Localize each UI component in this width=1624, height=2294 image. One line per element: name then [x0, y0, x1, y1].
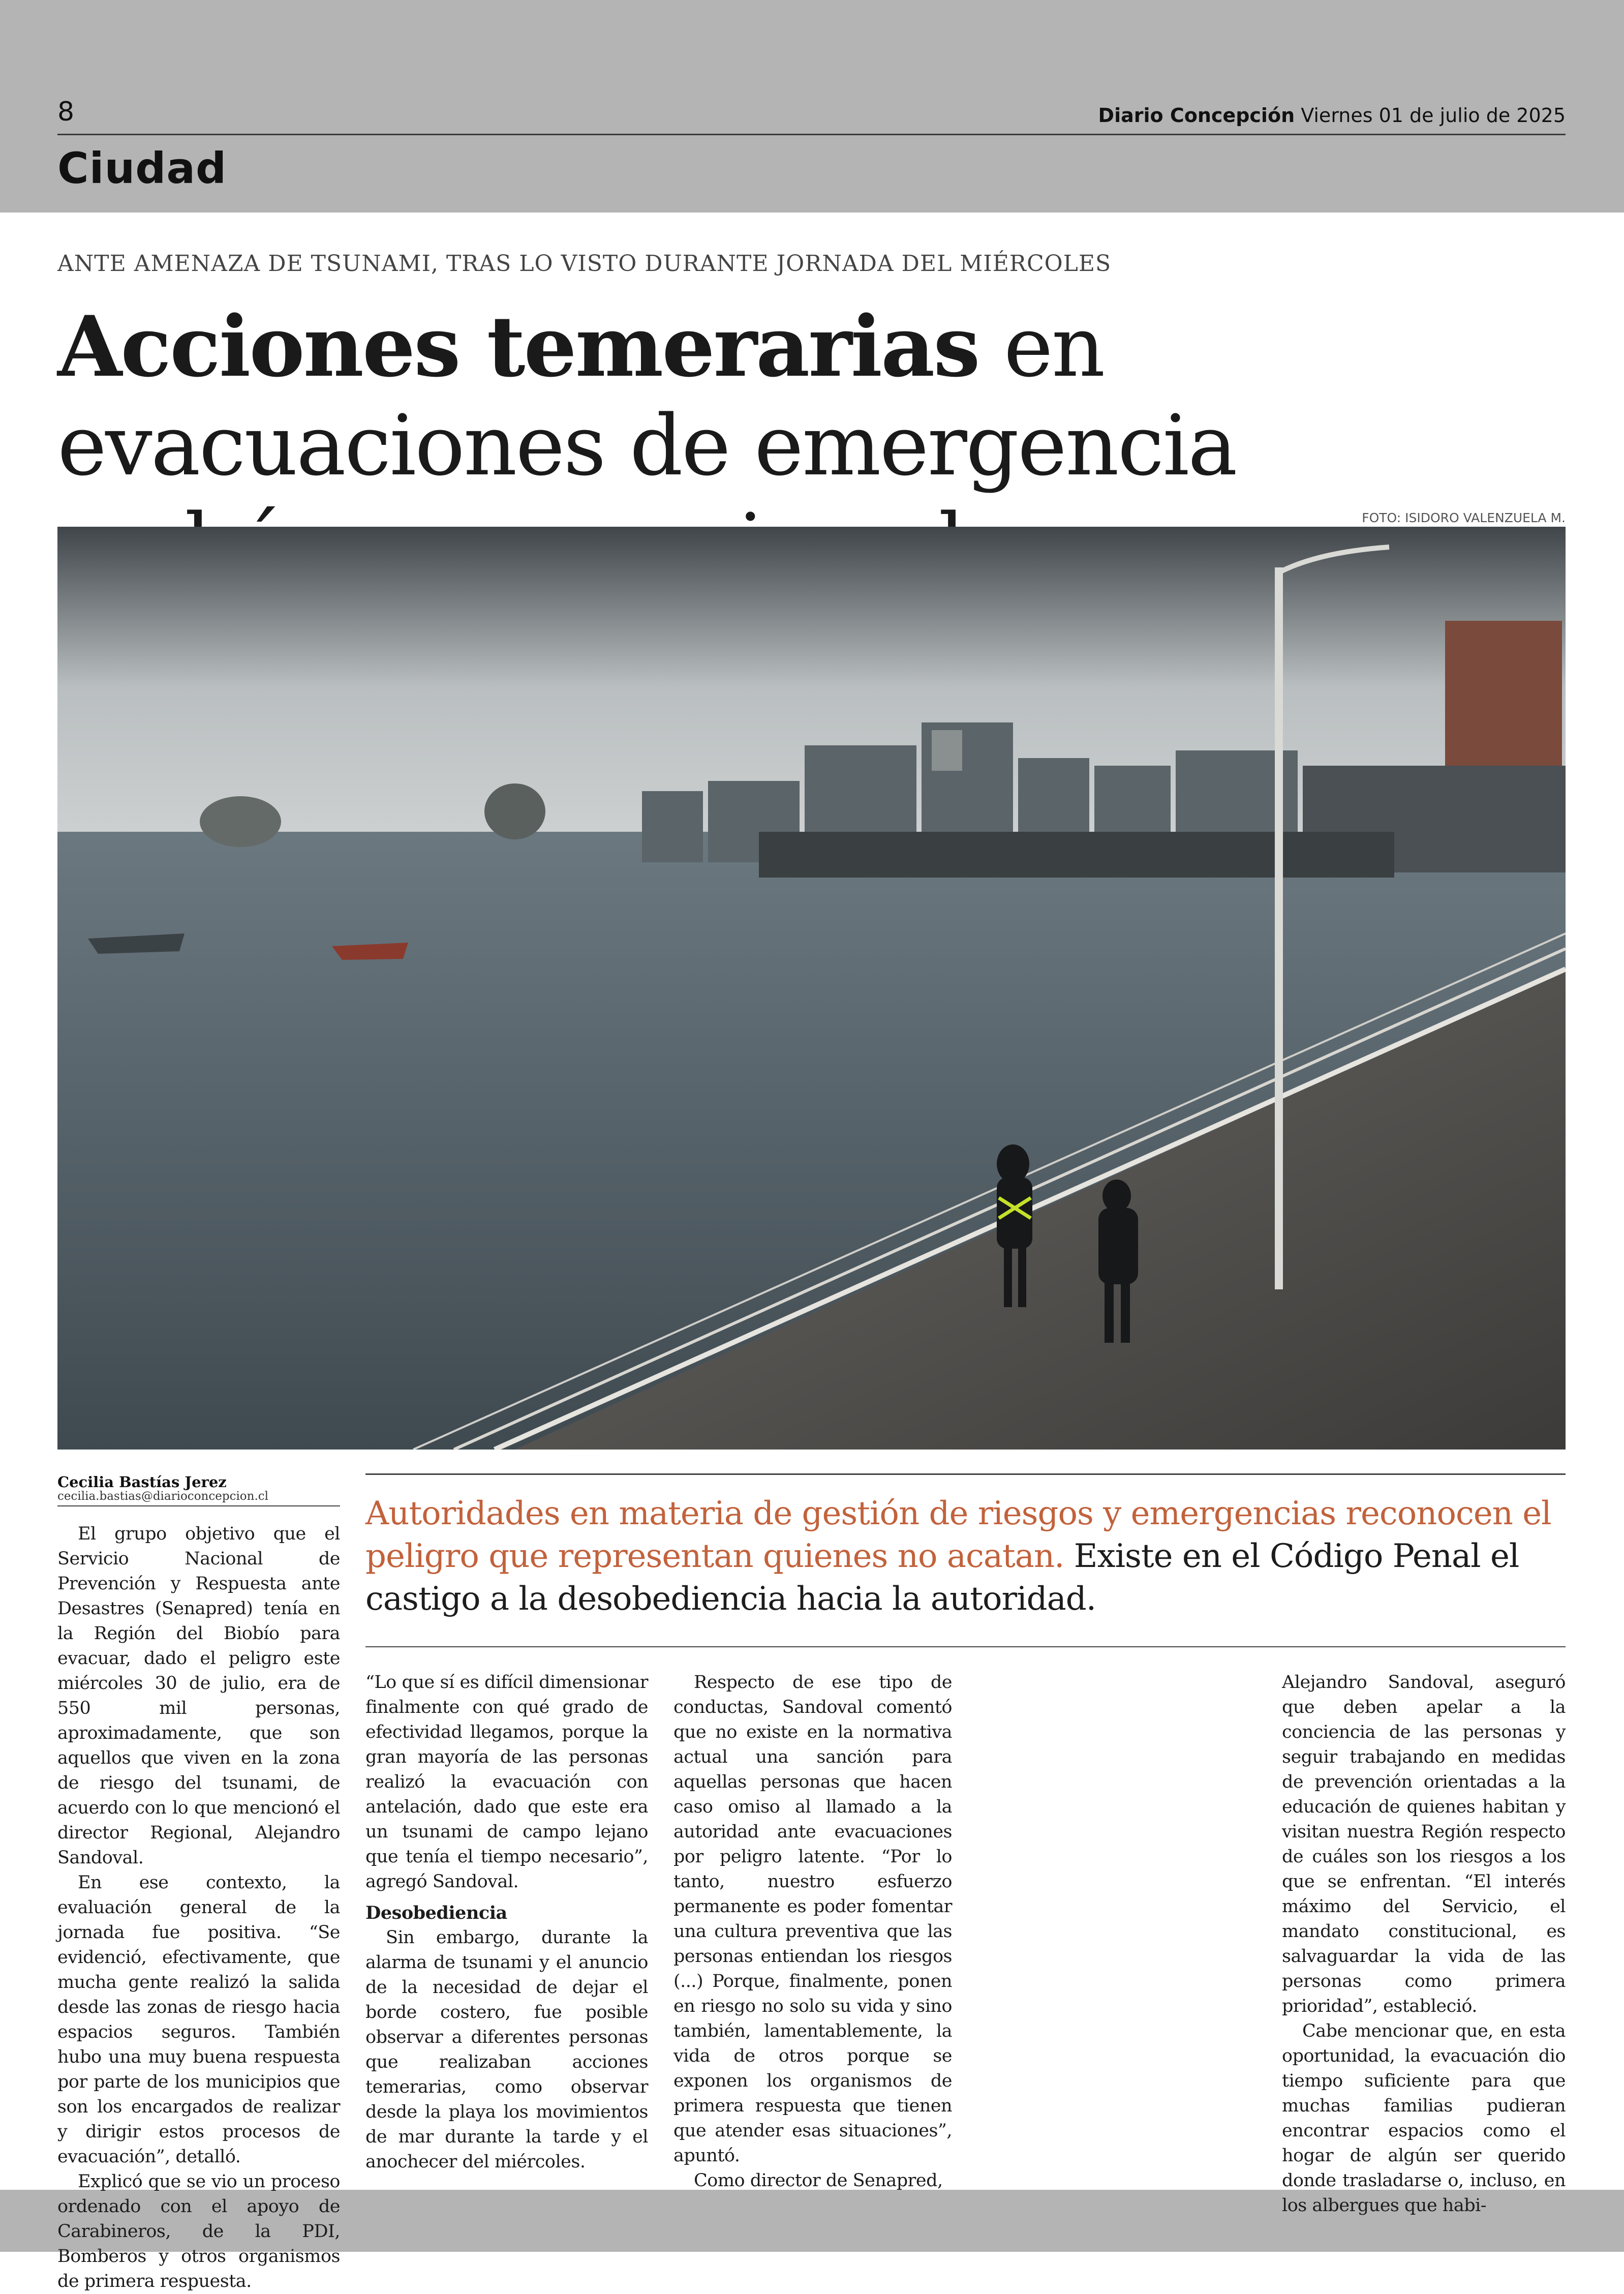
author-name: Cecilia Bastías Jerez — [57, 1473, 227, 1491]
section-title: Ciudad — [57, 143, 227, 193]
paragraph: Sin embargo, durante la alarma de tsunami y el anuncio de la necesidad de dejar el borde costero, fue posible observar a diferentes personas que realizaban acciones temerarias, como observar desde la playa los movimientos de mar durante la tarde y el anochecer del miércoles. — [365, 1927, 648, 2172]
paragraph: En ese contexto, la evaluación general de la jornada fue positiva. “Se evidenció, efectivamente, que mucha gente realizó la salida desde las zonas de riesgo hacia espacios seguros. También hubo una muy buena respuesta por parte de los municipios que son los encargados de realizar y dirigir estos procesos de evacuación”, detalló. — [57, 1873, 340, 2167]
paragraph: El grupo objetivo que el Servicio Nacional de Prevención y Respuesta ante Desastres (Senapred) tenía en la Región del Biobío para evacuar, dado el peligro este miércoles 30 de julio, era de 550 mil personas, aproximadamente, que son aquellos que viven en la zona de riesgo del tsunami, de acuerdo con lo que mencionó el director Regional, Alejandro Sandoval. — [57, 1524, 340, 1868]
page-number: 8 — [57, 97, 75, 127]
body-column-4 — [1282, 1670, 1566, 2218]
article-kicker: ANTE AMENAZA DE TSUNAMI, TRAS LO VISTO DURANTE JORNADA DEL MIÉRCOLES — [57, 251, 1112, 277]
masthead — [1098, 104, 1566, 127]
header-divider — [57, 134, 1566, 135]
deck-rule-top — [365, 1473, 1566, 1475]
article-photo — [57, 527, 1566, 1450]
paragraph: Cabe mencionar que, en esta oportunidad, la evacuación dio tiempo suficiente para que muchas familias pudieran encontrar espacios como el hogar de algún ser querido donde trasladarse o, incluso, en los albergues que habi- — [1282, 2021, 1566, 2216]
issue-date: Viernes 01 de julio de 2025 — [1301, 104, 1566, 127]
body-column-1 — [57, 1522, 340, 2294]
paragraph: Alejandro Sandoval, aseguró que deben apelar a la conciencia de las personas y seguir trabajando en medidas de prevención orientadas a la educación de quienes habitan y visitan nuestra Región respecto de cuáles son los riesgos a los que se enfrentan. “El interés máximo del Servicio, el mandato constitucional, es salvaguardar la vida de las personas como primera prioridad”, estableció. — [1282, 1672, 1566, 2016]
paragraph: Explicó que se vio un proceso ordenado con el apoyo de Carabineros, de la PDI, Bomberos y otros organismos de primera respuesta. — [57, 2171, 340, 2291]
author-divider — [57, 1505, 340, 1506]
deck-rest: Existe en el Código Penal el castigo a la desobediencia hacia la autoridad. — [365, 1537, 1519, 1618]
article-deck — [365, 1492, 1566, 1620]
headline-rest: en evacuaciones de emergencia — [57, 298, 1236, 494]
paragraph: Respecto de ese tipo de conductas, Sandoval comentó que no existe en la normativa actual una sanción para aquellas personas que hacen caso omiso al llamado a la autoridad ante evacuaciones por peligro latente. “Por lo tanto, nuestro esfuerzo permanente es poder fomentar una cultura preventiva que las personas entiendan los riesgos (...) Porque, finalmente, ponen en riesgo no solo su vida y sino también, lamentablemente, la vida de otros porque se exponen los organismos de primera respuesta que tienen que atender esas situaciones”, apuntó. — [673, 1672, 952, 2166]
headline-bold: Acciones temerarias — [57, 297, 979, 396]
photo-waterfront-illustration — [57, 527, 1566, 1450]
paragraph: Como director de Senapred, — [694, 2170, 943, 2191]
body-column-2 — [365, 1670, 648, 2175]
deck-highlight: Autoridades en materia de gestión de riesgos y emergencias reconocen el peligro que representan quienes no acatan. — [365, 1495, 1551, 1575]
paragraph: “Lo que sí es difícil dimensionar finalmente con qué grado de efectividad llegamos, porque la gran mayoría de las personas realizó la evacuación con antelación, dado que este era un tsunami de campo lejano que tenía el tiempo necesario”, agregó Sandoval. — [365, 1672, 648, 1892]
newspaper-name: Diario Concepción — [1098, 104, 1295, 127]
photo-credit: FOTO: ISIDORO VALENZUELA M. — [1362, 510, 1566, 525]
deck-rule-bottom — [365, 1646, 1566, 1647]
author-email: cecilia.bastias@diarioconcepcion.cl — [57, 1490, 269, 1503]
body-column-3 — [673, 1670, 952, 2193]
subheading: Desobediencia — [365, 1903, 507, 1923]
